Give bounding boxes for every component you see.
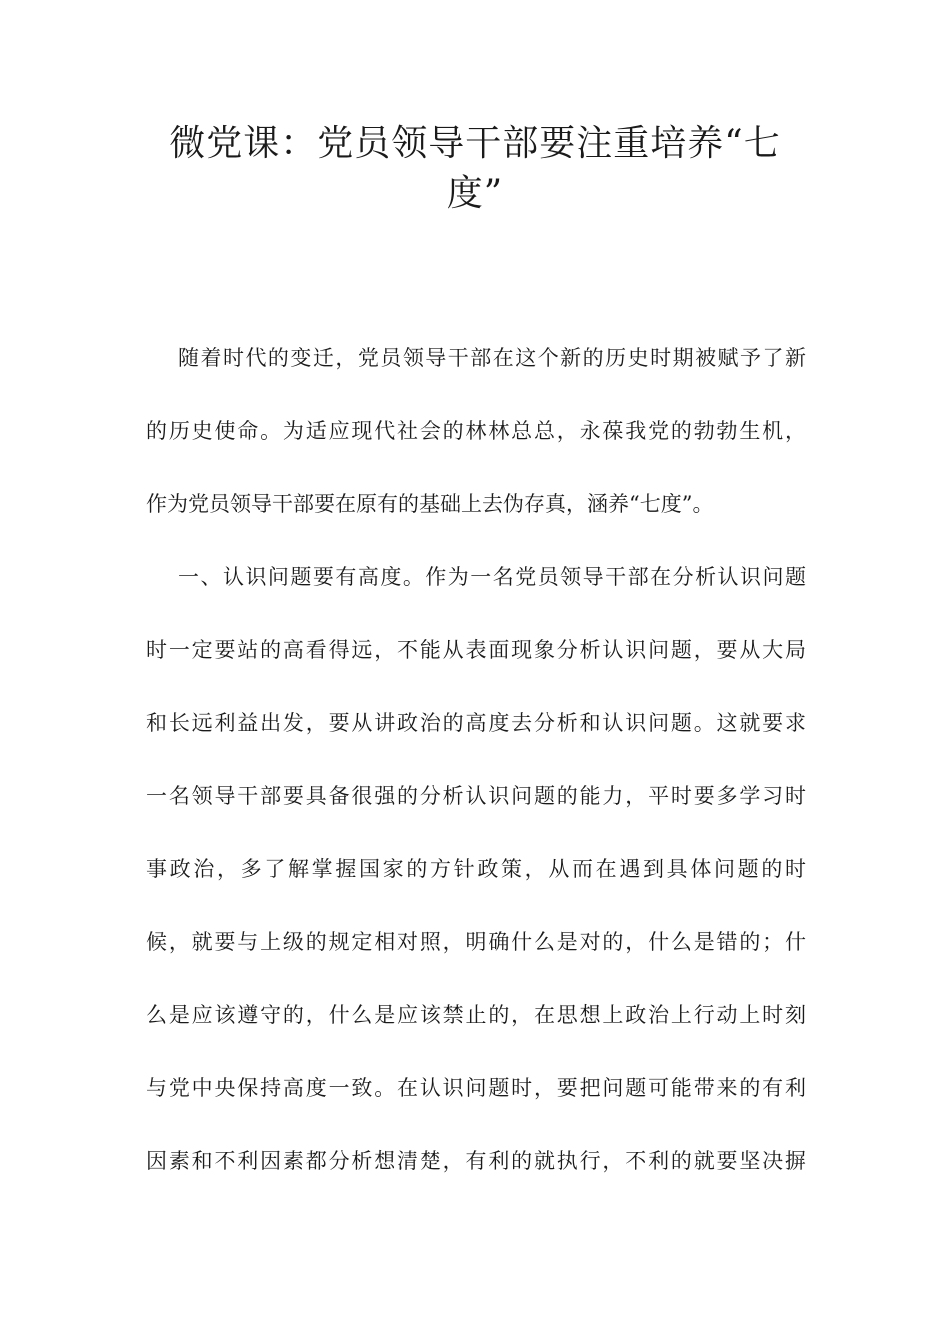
body-line-10: 么是应该遵守的，什么是应该禁止的，在思想上政治上行动上时刻 <box>146 1003 806 1027</box>
document-title-line-1: 微党课：党员领导干部要注重培养“七 <box>169 123 781 164</box>
body-line-4: 一、认识问题要有高度。作为一名党员领导干部在分析认识问题 <box>178 565 806 589</box>
body-line-1: 随着时代的变迁，党员领导干部在这个新的历史时期被赋予了新 <box>178 346 806 370</box>
body-line-8: 事政治，多了解掌握国家的方针政策，从而在遇到具体问题的时 <box>146 857 806 881</box>
body-line-3: 作为党员领导干部要在原有的基础上去伪存真，涵养“七度”。 <box>146 492 714 516</box>
body-line-6: 和长远利益出发，要从讲政治的高度去分析和认识问题。这就要求 <box>146 711 806 735</box>
body-line-2: 的历史使命。为适应现代社会的林林总总，永葆我党的勃勃生机， <box>146 419 806 443</box>
body-line-7: 一名领导干部要具备很强的分析认识问题的能力，平时要多学习时 <box>146 784 806 808</box>
body-line-12: 因素和不利因素都分析想清楚，有利的就执行，不利的就要坚决摒 <box>146 1149 806 1173</box>
document-title-line-2: 度” <box>446 173 504 214</box>
body-line-5: 时一定要站的高看得远，不能从表面现象分析认识问题，要从大局 <box>146 638 806 662</box>
body-line-9: 候，就要与上级的规定相对照，明确什么是对的，什么是错的；什 <box>146 930 806 954</box>
body-line-11: 与党中央保持高度一致。在认识问题时，要把问题可能带来的有利 <box>146 1076 806 1100</box>
